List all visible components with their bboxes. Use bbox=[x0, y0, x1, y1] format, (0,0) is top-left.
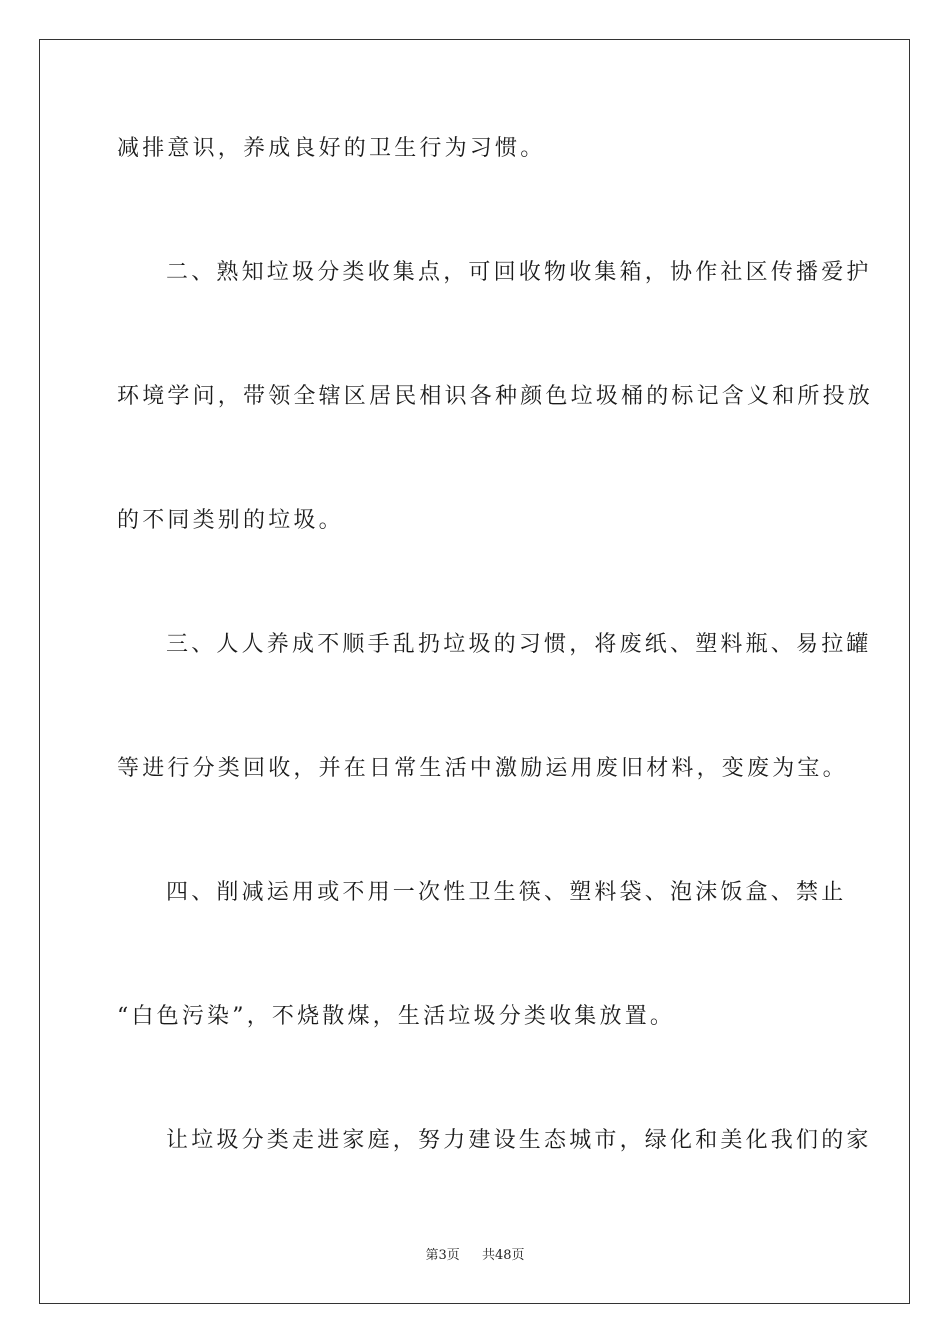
paragraph-start: 二、熟知垃圾分类收集点，可回收物收集箱，协作社区传播爱护 bbox=[166, 260, 872, 285]
paragraph-start: 三、人人养成不顺手乱扔垃圾的习惯，将废纸、塑料瓶、易拉罐 bbox=[166, 632, 872, 657]
paragraph-start: 四、削减运用或不用一次性卫生筷、塑料袋、泡沫饭盒、禁止 bbox=[166, 880, 847, 905]
text-line: 等进行分类回收，并在日常生活中激励运用废旧材料，变废为宝。 bbox=[117, 756, 848, 781]
text-line: “白色污染”，不烧散煤，生活垃圾分类收集放置。 bbox=[117, 1004, 676, 1029]
page-number: 第3页 bbox=[425, 1248, 460, 1263]
page-total: 共48页 bbox=[482, 1248, 525, 1263]
text-line: 环境学问，带领全辖区居民相识各种颜色垃圾桶的标记含义和所投放 bbox=[117, 384, 874, 409]
page-border bbox=[39, 39, 910, 1304]
text-line: 减排意识，养成良好的卫生行为习惯。 bbox=[117, 136, 546, 161]
text-line: 的不同类别的垃圾。 bbox=[117, 508, 344, 533]
page-footer bbox=[0, 1247, 950, 1265]
paragraph-start: 让垃圾分类走进家庭，努力建设生态城市，绿化和美化我们的家 bbox=[166, 1128, 872, 1153]
